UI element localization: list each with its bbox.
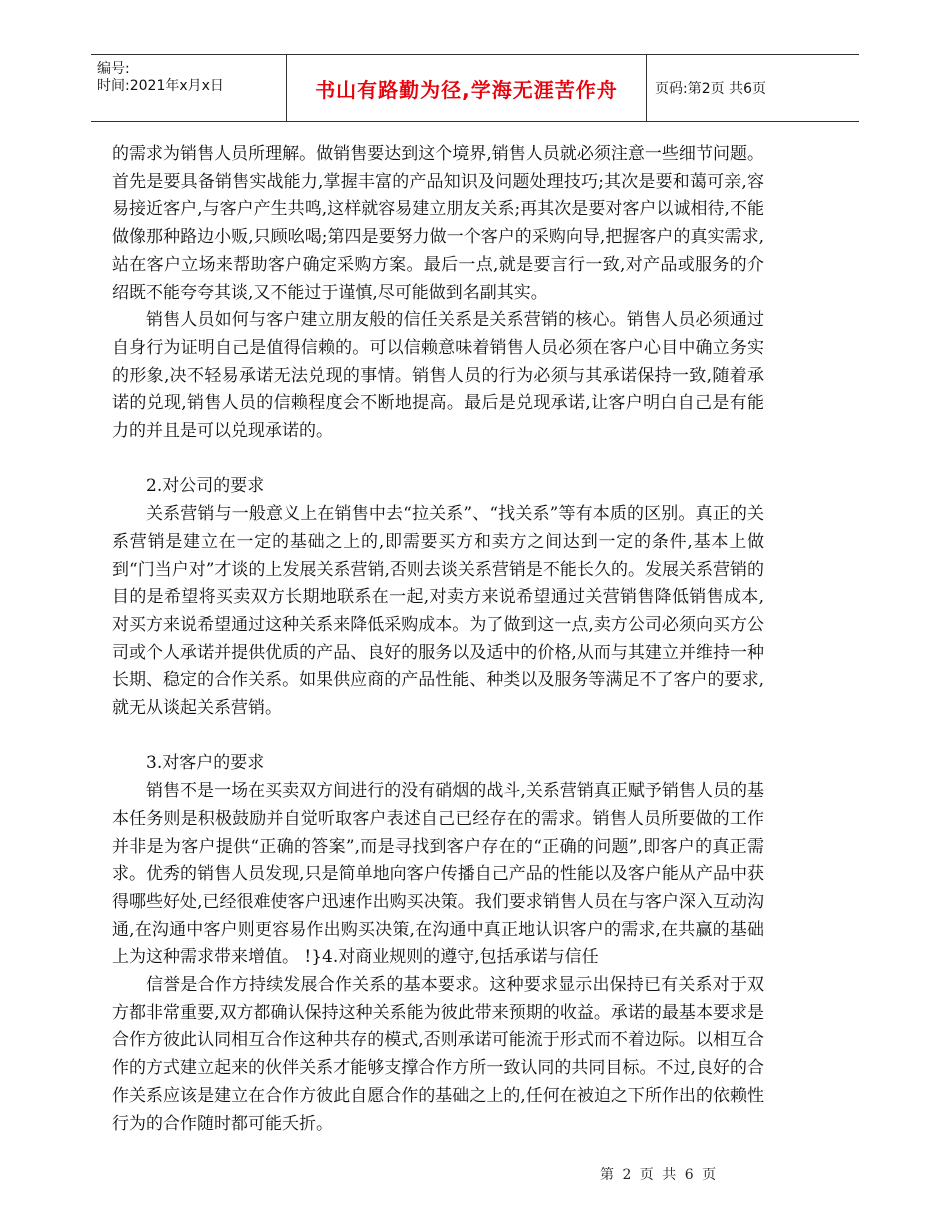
document-body [112,141,764,1138]
page-footer-number: 第 2 页 共 6 页 [600,1167,719,1183]
header-page-label: 页码:第2页 共6页 [655,81,766,97]
section-heading-2: 2.对公司的要求 [146,476,265,497]
paragraph-3: 关系营销与一般意义上在销售中去“拉关系”、“找关系”等有本质的区别。真正的关系营销是建立在一定的基础之上的,即需要买方和卖方之间达到一定的条件,基本上做到“门当户对”才谈的上发展关系营销,否则去谈关系营销是不能长久的。发展关系营销的目的是希望将买卖双方长期地联系在一起,对卖方来说希望通过关营销售降低销售成本,对买方来说希望通过这种关系来降低采购成本。为了做到这一点,卖方公司必须向买方公司或个人承诺并提供优质的产品、良好的服务以及适中的价格,从而与其建立并维持一种长期、稳定的合作关系。如果供应商的产品性能、种类以及服务等满足不了客户的要求,就无从谈起关系营销。 [112,504,764,719]
paragraph-2: 销售人员如何与客户建立朋友般的信任关系是关系营销的核心。销售人员必须通过自身行为证明自己是值得信赖的。可以信赖意味着销售人员必须在客户心目中确立务实的形象,决不轻易承诺无法兑现的事情。销售人员的行为必须与其承诺保持一致,随着承诺的兑现,销售人员的信赖程度会不断地提高。最后是兑现承诺,让客户明白自己是有能力的并且是可以兑现承诺的。 [112,310,764,442]
section-heading-3: 3.对客户的要求 [146,753,265,774]
document-time: 时间:2021年x月x日 [97,78,224,94]
paragraph-5: 信誉是合作方持续发展合作关系的基本要求。这种要求显示出保持已有关系对于双方都非常重要,双方都确认保持这种关系能为彼此带来预期的收益。承诺的最基本要求是合作方彼此认同相互合作这种共存的模式,否则承诺可能流于形式而不着边际。以相互合作的方式建立起来的伙伴关系才能够支撑合作方所一致认同的共同目标。不过,良好的合作关系应该是建立在合作方彼此自愿合作的基础之上的,任何在被迫之下所作出的依赖性行为的合作随时都可能夭折。 [112,975,764,1134]
paragraph-4: 销售不是一场在买卖双方间进行的没有硝烟的战斗,关系营销真正赋予销售人员的基本任务则是积极鼓励并自觉听取客户表述自己已经存在的需求。销售人员所要做的工作并非是为客户提供“正确的答案”,而是寻找到客户存在的“正确的问题”,即客户的真正需求。优秀的销售人员发现,只是简单地向客户传播自己产品的性能以及客户能从产品中获得哪些好处,已经很难使客户迅速作出购买决策。我们要求销售人员在与客户深入互动沟通,在沟通中客户则更容易作出购买决策,在沟通中真正地认识客户的需求,在共赢的基础上为这种需求带来增值。 !}4.对商业规则的遵守,包括承诺与信任 [112,781,764,968]
paragraph-1: 的需求为销售人员所理解。做销售要达到这个境界,销售人员就必须注意一些细节问题。首先是要具备销售实战能力,掌握丰富的产品知识及问题处理技巧;其次是要和蔼可亲,容易接近客户,与客户产生共鸣,这样就容易建立朋友关系;再其次是要对客户以诚相待,不能做像那种路边小贩,只顾吆喝;第四是要努力做一个客户的采购向导,把握客户的真实需求,站在客户立场来帮助客户确定采购方案。最后一点,就是要言行一致,对产品或服务的介绍既不能夸夸其谈,又不能过于谨慎,尽可能做到名副其实。 [112,144,764,303]
header-motto: 书山有路勤为径,学海无涯苦作舟 [287,55,647,121]
header-meta [91,55,287,121]
spacer [112,446,764,474]
page-header [91,54,859,122]
document-number-label: 编号: [97,61,130,77]
spacer [112,723,764,751]
